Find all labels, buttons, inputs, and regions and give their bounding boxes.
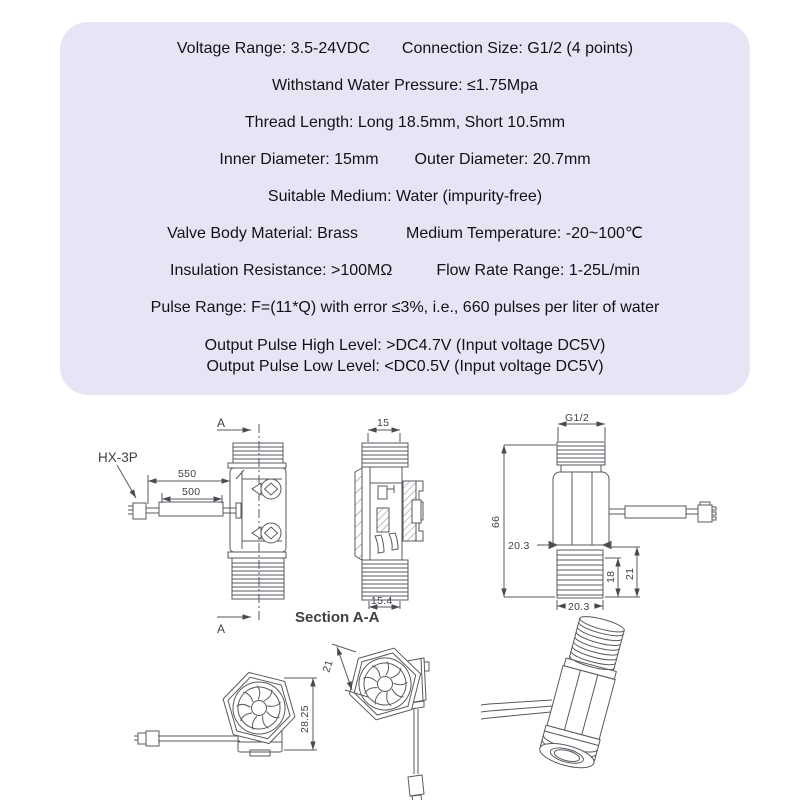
section-marker-bottom: A bbox=[217, 622, 226, 636]
spec-row bbox=[60, 76, 750, 96]
spec-item-thread-length: Thread Length: Long 18.5mm, Short 10.5mm bbox=[244, 114, 566, 131]
section-marker-top: A bbox=[217, 416, 226, 430]
spec-item-pulse-range: Pulse Range: F=(11*Q) with error ≤3%, i.e., 660 pulses per liter of water bbox=[150, 299, 660, 316]
spec-row bbox=[60, 298, 750, 318]
technical-drawing bbox=[0, 400, 800, 800]
spec-item-outer-diameter: Outer Diameter: 20.7mm bbox=[414, 151, 591, 168]
spec-item-connection-size: Connection Size: G1/2 (4 points) bbox=[401, 40, 634, 57]
spec-output-levels bbox=[60, 335, 750, 377]
dim-cable-total: 550 bbox=[178, 468, 197, 480]
dim-overall-height: 66 bbox=[490, 515, 502, 528]
spec-item-medium-temperature: Medium Temperature: -20~100℃ bbox=[405, 225, 643, 242]
dim-thread-od: 20.3 bbox=[568, 601, 590, 613]
spec-row bbox=[60, 39, 750, 59]
dim-section-width-top: 15 bbox=[377, 417, 390, 429]
spec-item-voltage-range: Voltage Range: 3.5-24VDC bbox=[176, 40, 370, 57]
spec-row bbox=[60, 261, 750, 281]
spec-row bbox=[60, 224, 750, 244]
spec-item-flow-rate: Flow Rate Range: 1-25L/min bbox=[436, 262, 640, 279]
dim-tilt-width: 21 bbox=[320, 658, 336, 674]
dim-body-height: 28.25 bbox=[299, 705, 311, 733]
drawing-3d-view bbox=[481, 612, 630, 772]
drawing-side-view bbox=[117, 424, 286, 622]
spec-row bbox=[60, 113, 750, 133]
dim-thread-length-total: 21 bbox=[624, 567, 636, 580]
spec-item-output-low: Output Pulse Low Level: <DC0.5V (Input voltage DC5V) bbox=[206, 358, 604, 375]
dim-section-width-bottom: 15.4 bbox=[371, 595, 393, 607]
spec-item-insulation-resistance: Insulation Resistance: >100MΩ bbox=[170, 262, 393, 279]
spec-item-valve-material: Valve Body Material: Brass bbox=[167, 225, 358, 242]
dim-cable-sleeve: 500 bbox=[182, 486, 201, 498]
spec-panel bbox=[60, 22, 750, 395]
spec-row bbox=[60, 150, 750, 170]
connector-label: HX-3P bbox=[98, 450, 138, 465]
drawing-tilt-right bbox=[332, 643, 429, 800]
spec-row bbox=[60, 187, 750, 207]
drawing-section-view bbox=[355, 430, 423, 609]
section-title: Section A-A bbox=[295, 609, 380, 626]
spec-item-suitable-medium: Suitable Medium: Water (impurity-free) bbox=[267, 188, 543, 205]
drawing-tilt-left bbox=[134, 668, 317, 756]
spec-item-inner-diameter: Inner Diameter: 15mm bbox=[219, 151, 379, 168]
dim-hex-width: 20.3 bbox=[508, 540, 530, 552]
dim-thread-length: 18 bbox=[605, 570, 617, 583]
spec-item-output-high: Output Pulse High Level: >DC4.7V (Input voltage DC5V) bbox=[204, 337, 606, 354]
dim-thread-spec: G1/2 bbox=[565, 412, 589, 424]
spec-item-water-pressure: Withstand Water Pressure: ≤1.75Mpa bbox=[271, 77, 539, 94]
